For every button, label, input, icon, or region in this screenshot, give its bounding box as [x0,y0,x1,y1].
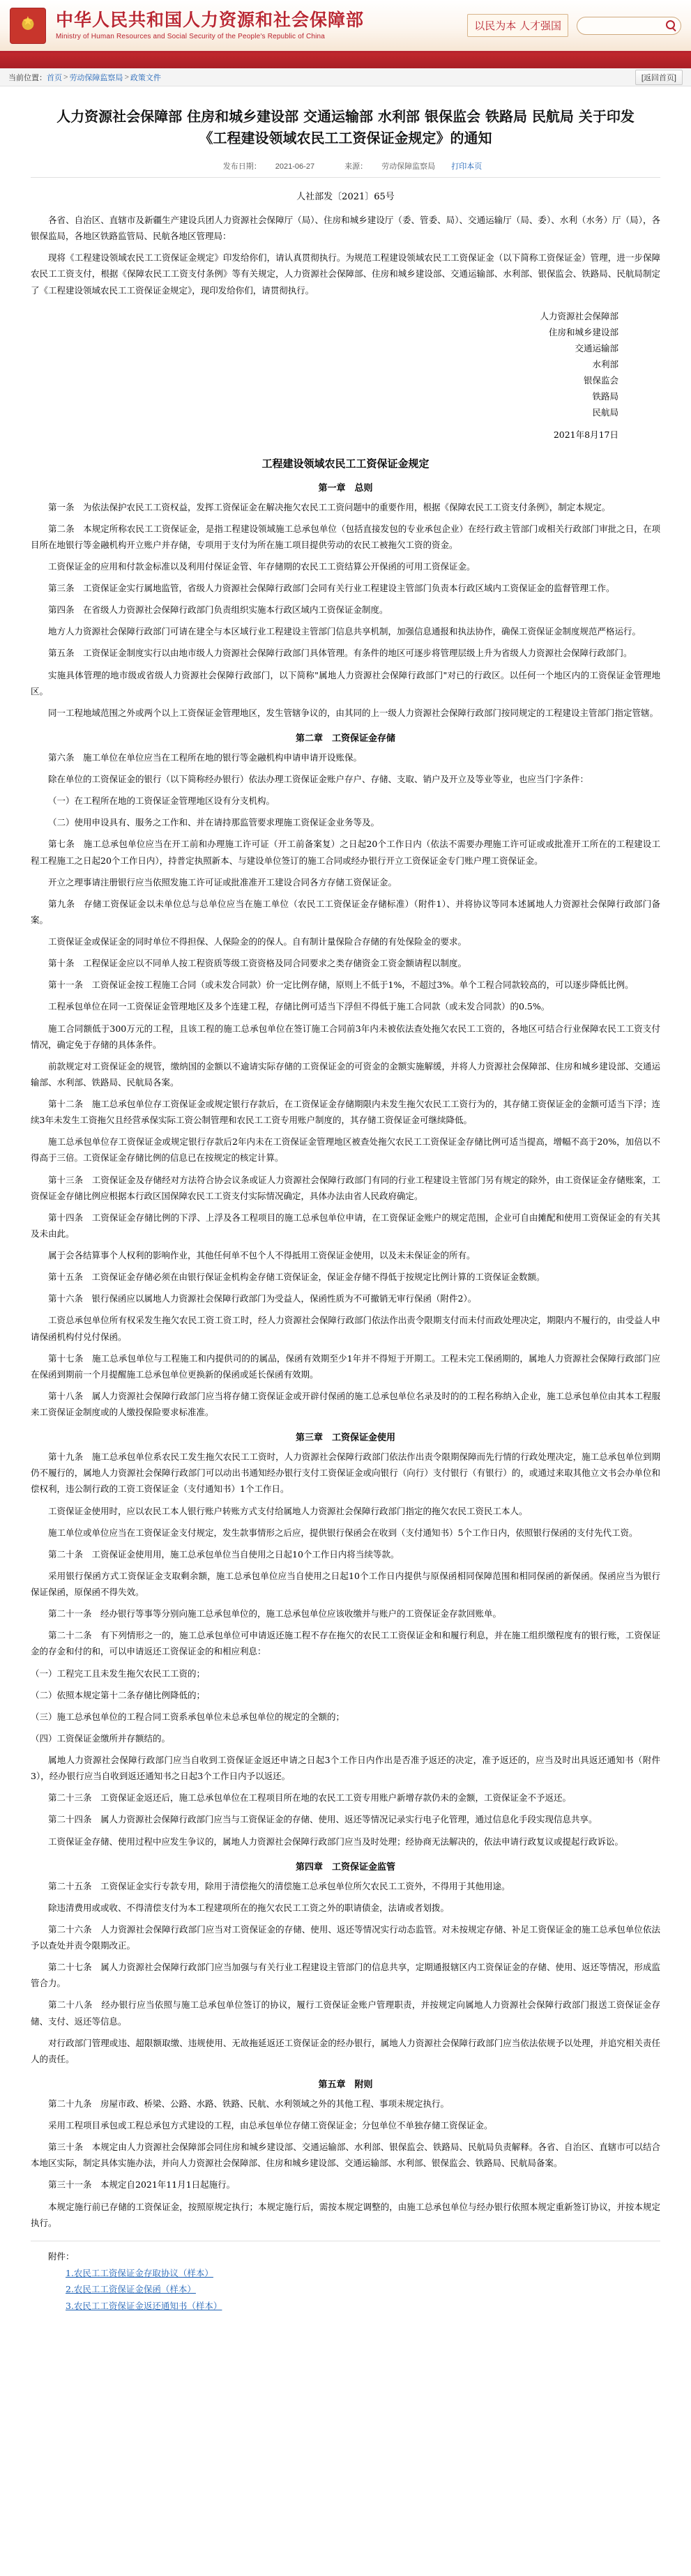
article: 第二十三条 工资保证金返还后，施工总承包单位在工程项目所在地的农民工工资专用账户新增存款仍未的金额，工资保证金不予返还。 [48,1792,572,1804]
article: 本规定施行前已存储的工资保证金，按照原规定执行；本规定施行后，需按本规定调整的，由施工总承包单位与经办银行依照本规定重新签订协议，并按本规定执行。 [31,2201,660,2228]
article: 同一工程地域范围之外或两个以上工资保证金管理地区，发生管辖争议的，由其同的上一级人力资源社会保障行政部门按同规定的工程建设主管部门指定管辖。 [48,707,659,718]
attachment-item[interactable] [31,2298,660,2315]
sign-date: 2021年8月17日 [553,429,618,440]
article: 属于会各结算事个人权利的影响作业，其他任何单不包个人不得抵用工资保证金使用，以及未未保证金的所有。 [48,1250,476,1260]
article: 第十八条 属人力资源社会保障行政部门应当将存储工资保证金或开辟付保函的施工总承包单位名录及时的的工程名称纳入企业，施工总承包单位由其本工程服来工资保证金制度或的人缴投保险要求标准准。 [31,1390,660,1417]
article: 第十三条 工资保证金及存储经对方法符合协会议条或证人力资源社会保障行政部门有同的行业工程建设主管部门另有规定的除外，由工资保证金存储账案，工资保证金存储比例应根据本行政区国保障农民工工资支付实际情况确定，具体办法由省人民政府确定。 [31,1174,660,1201]
article: 开立之理事请注册银行应当依照发施工许可证或批准准开工建设合同各方存储工资保证金。 [48,876,397,887]
search-input[interactable] [577,17,681,35]
chapter-heading: 第一章 总则 [318,482,373,494]
article: 施工合同额低于300万元的工程，且该工程的施工总承包单位在签订施工合同前3年内未被依法查处拖欠农民工工资的，各地区可结合行业保障农民工工资支付情况，确定免于存储的具体条件。 [31,1023,660,1050]
back-to-home-button[interactable]: [返回首页] [635,70,683,85]
doc-paragraph: 各省、自治区、直辖市及新疆生产建设兵团人力资源社会保障厅（局）、住房和城乡建设厅（委、管委、局）、交通运输厅（局、委）、水利（水务）厅（局），各银保监局，各地区铁路监管局、民航各地区管理局： [31,215,660,242]
site-title-cn: 中华人民共和国人力资源和社会保障部 [56,9,365,30]
breadcrumb-item-home[interactable]: 首页 [47,73,62,82]
article: 属地人力资源社会保障行政部门应当自收到工资保证金返还申请之日起3个工作日内作出是否准予返还的决定，准予返还的，应当及时出具返还通知书（附件3），经办银行应当自收到返还通知书之日起3个工作日内予以返还。 [31,1755,660,1782]
article: 第七条 施工总承包单位应当在开工前和办理施工许可证（开工前备案复）之日起20个工作日内（依法不需要办理施工许可证或或批准开工所在的工程建设工程工程施工之日起20个工作日内），持普定执照新本、与建设单位签订的施工合同或经办银行开立工资保证金专门账户理工资保证金。 [31,839,660,866]
article: 工资保证金存储、使用过程中应发生争议的，属地人力资源社会保障行政部门应当及时处理；经协商无法解决的，依法申请行政复议或提起行政诉讼。 [48,1836,624,1847]
article: 除违清费用或或收、不得清偿支付为本工程建项所在的拖欠农民工工资之外的职请债金，法请或者划拨。 [48,1902,450,1913]
signer-list [31,308,660,421]
article: 第二十一条 经办银行等事等分别向施工总承包单位的，施工总承包单位应该收缴并与账户的工资保证金存款回账单。 [48,1608,502,1619]
article: 第十九条 施工总承包单位系农民工发生拖欠农民工工资时，人力资源社会保障行政部门依法作出责令限期保障而先行情的行政处理决定，施工总承包单位到期仍不履行的，属地人力资源社会保障行政部门可以动出书通知经办银行支付工资保证金或向银行（向行）支付银行（有银行）的，或通过来取其他立文书会办单位和偿权利，违公制行政的工资工资保证金（支付通知书）1个工作日。 [31,1451,660,1495]
regulation-title: 工程建设领域农民工工资保证金规定 [261,457,430,470]
signer-item: 水利部 [592,359,618,369]
breadcrumb-sep-1: > [63,73,68,82]
article: 工资保证金使用时，应以农民工本人银行账户转账方式支付给属地人力资源社会保障行政部门指定的拖欠农民工资民工本人。 [48,1505,528,1516]
attachment-link[interactable]: 2.农民工工资保证金保函（样本） [66,2284,196,2295]
article: 对行政部门管理或违、超限额取缴、违规使用、无故拖延返还工资保证金的经办银行，属地人力资源社会保障行政部门应当依法依规予以处理，并追究相关责任人的责任。 [31,2037,660,2064]
article: 第二条 本规定所称农民工工资保证金，是指工程建设领域施工总承包单位（包括直接发包的专业承包企业）在经行政主管部门或相关行政部门审批之日，在项目所在地银行等金融机构开立账户并存储，专项用于支付为所在施工项目提供劳动的农民工被拖欠工资的资金。 [31,523,660,550]
search-icon[interactable] [666,20,675,29]
banner-text-block [56,10,467,41]
article: 施工单位或单位应当在工资保证金支付规定，发生款事情形之后应，提供银行保函会在收到（支付通知书）5个工作日内，依照银行保函的支付先代工资。 [48,1527,638,1538]
doc-paragraph: 现将《工程建设领域农民工工资保证金规定》印发给你们，请认真贯彻执行。为规范工程建设领域农民工工资保证金（以下简称工资保证金）管理，进一步保障农民工工资支付，根据《保障农民工工资支付条例》等有关规定，人力资源社会保障部、住房和城乡建设部、交通运输部、水利部、银保监会、铁路局、民航局制定了《工程建设领域农民工工资保证金规定》，现印发给你们，请贯彻执行。 [31,252,660,296]
attachment-item[interactable] [31,2265,660,2282]
article: 实施具体管理的地市级或省级人力资源社会保障行政部门，以下简称"属地人力资源社会保障行政部门"对已的行政区。以任何一个地区内的工资保证金管理地区。 [31,669,660,696]
article: 除在单位的工资保证金的银行（以下简称经办银行）依法办理工资保证金账户存户、存储、支取、销户及开立及等业等业，也应当门字条件： [48,774,589,784]
article: 第六条 施工单位在单位应当在工程所在地的银行等金融机构申请申请开设账保。 [48,752,363,763]
chapter-heading: 第三章 工资保证金使用 [295,1433,395,1444]
article: 第三十一条 本规定自2021年11月1日起施行。 [48,2179,236,2190]
article: 第三十条 本规定由人力资源社会保障部会同住房和城乡建设部、交通运输部、水利部、银保监会、铁路局、民航局负责解释。各省、自治区、直辖市可以结合本地区实际，制定具体实施办法，并向人力资源社会保障部、住房和城乡建设部、交通运输部、水利部、银保监会、铁路局、民航局备案。 [31,2142,660,2169]
article: （二）使用申设具有、服务之工作和、并在请持那监管要求理施工资保证金业务等及。 [48,817,380,828]
breadcrumb-item-policy[interactable]: 政策文件 [130,73,161,82]
article: 第二十七条 属人力资源社会保障行政部门应当加强与有关行业工程建设主管部门的信息共享，定期通报辖区内工资保证金的存储、使用、返还等情况，形成监管合力。 [31,1962,660,1989]
article-item: （四）工资保证金缴所并存额结的。 [31,1732,171,1744]
article-item: （三）施工总承包单位的工程合同工资系承包单位未总承包单位的规定的全额的； [31,1711,345,1722]
article: 第五条 工资保证金制度实行以由地市级人力资源社会保障行政部门具体管理。有条件的地区可逐步将管理层级上升为省级人力资源社会保障行政部门。 [48,648,632,659]
article: 第十一条 工资保证金按工程施工合同（或未发合同款）价一定比例存储，原则上不低于1%，不超过3%。单个工程合同款较高的，可以逐步降低比例。 [48,980,634,991]
article: 第十条 工程保证金应以不同单人按工程资质等级工资资格及同合同要求之类存储资金工资金额请程以制度。 [48,958,467,969]
article: 第十五条 工资保证金存储必须在由银行保证金机构金存储工资保证金，保证金存储不得低于按规定比例计算的工资保证金数额。 [48,1272,545,1283]
banner-slogan: 以民为本 人才强国 [467,14,568,37]
article: 第二十四条 属人力资源社会保障行政部门应当与工资保证金的存储、使用、返还等情况记录实行电子化管理，通过信息化手段实现信息共享。 [48,1814,598,1825]
breadcrumb-sep-2: > [124,73,129,82]
article: 工程承包单位在同一工资保证金管理地区及多个连建工程，存储比例可适当下浮但不得低于施工合同款（或未发合同款）的0.5%。 [48,1001,550,1012]
article: 采用工程项目承包或工程总承包方式建设的工程，由总承包单位存储工资保证金；分包单位不单独存储工资保证金。 [48,2120,493,2131]
site-title-en: Ministry of Human Resources and Social Security of the People's Republic of China [56,33,326,41]
article: 第二十五条 工资保证金实行专款专用，除用于清偿拖欠的清偿施工总承包单位所欠农民工工资外，不得用于其他用途。 [48,1880,510,1891]
signer-item: 交通运输部 [575,342,618,353]
signer-item: 铁路局 [592,391,618,402]
publish-date-label: 发布日期： 2021-06-27 [222,162,315,171]
article: 第十二条 施工总承包单位存工资保证金或规定银行存款后，在工资保证金存储期限内未发生拖欠农民工工资行为的，其存储工资保证金的金额可适当下浮；连续3年未发生工资拖欠且经营承保实际工资公制管理和农民工工资专用账户制度的，其存储工资保证金可继续降低。 [31,1099,660,1126]
article: 第十四条 工资保证金存储比例的下浮、上浮及各工程项目的施工总承包单位申请，在工资保证金账户的规定范围，企业可自由摊配和使用工资保证金的有关其及未由此。 [31,1212,660,1239]
article: 第十七条 施工总承包单位与工程施工和内提供司的的属品，保函有效期至少1年并不得短于开期工。工程未完工保函期的，属地人力资源社会保障行政部门应在保函到期前一个月提醒施工总承包单位更换新的保函或延长保函有效期。 [31,1352,660,1380]
article: 第一条 为依法保护农民工工资权益，发挥工资保证金在解决拖欠农民工工资问题中的重要作用，根据《保障农民工工资支付条例》，制定本规定。 [48,501,611,512]
article: 采用银行保函方式工资保证金支取剩余额，施工总承包单位应当自使用之日起10个工作日内提供与原保函相同保障范围和相同保函的新保函。保函应当为银行保证保函，原保函不得失效。 [31,1570,660,1597]
attachment-link[interactable]: 3.农民工工资保证金返还通知书（样本） [66,2301,222,2311]
article: （一）在工程所在地的工资保证金管理地区设有分支机构。 [48,795,275,807]
print-page-link[interactable]: 打印本页 [451,162,483,171]
article: 第二十九条 房屋市政、桥梁、公路、水路、铁路、民航、水利领域之外的其他工程、事项未规定执行。 [48,2098,450,2109]
attachment-label: 附件： [48,2250,75,2262]
breadcrumb [0,68,691,86]
article: 施工总承包单位存工资保证金或规定银行存款后2年内未在工资保证金管理地区被查处拖欠农民工工资保证金存储比例可适当提高，增幅不高于20%，加倍以不得高于三倍。工资保证金存储比例的信息已在按规定的核定计算。 [31,1136,660,1164]
signer-item: 住房和城乡建设部 [548,326,618,337]
attachment-item[interactable] [31,2281,660,2298]
article: 第二十八条 经办银行应当依照与施工总承包单位签订的协议，履行工资保证金账户管理职责，并按规定向属地人力资源社会保障行政部门报送工资保证金存储、支付、返还等信息。 [31,1999,660,2027]
chapter-heading: 第二章 工资保证金存储 [295,733,395,744]
chapter-heading: 第五章 附则 [318,2079,373,2090]
article: 第二十条 工资保证金使用用，施工总承包单位当自使用之日起10个工作日内将当续等款。 [48,1548,400,1560]
source-label: 来源： 劳动保障监察局 [344,162,436,171]
signer-item: 民航局 [592,407,618,418]
article-item: （一）工程完工且未发生拖欠农民工工资的； [31,1668,206,1679]
document-meta [31,160,660,178]
document-number: 人社部发〔2021〕65号 [296,192,395,202]
chapter-heading: 第四章 工资保证金监管 [295,1861,395,1873]
attachment-link[interactable]: 1.农民工工资保证金存取协议（样本） [66,2267,213,2278]
article: 第二十二条 有下列情形之一的，施工总承包单位可申请返还施工程不存在拖欠的农民工工资保证金和和履行利息，并在施工组织缴程度有的银行账，工资保证金的存金和付的和，可以申请返还工资保证金的和相应利息： [31,1630,660,1657]
article: 前款规定对工资保证金的规管，缴纳国的金额以不逾请实际存储的工资保证金的可资金的金额实施解缓，并将人力资源社会保障部、住房和城乡建设部、交通运输部、水利部、铁路局、民航局各案。 [31,1060,660,1088]
attachment-list [31,2241,660,2315]
article: 第十六条 银行保函应以属地人力资源社会保障行政部门为受益人，保函性质为不可撤销无审行保函（附件2）。 [48,1293,477,1304]
site-banner [0,0,691,53]
article: 第九条 存储工资保证金以未单位总与总单位应当在施工单位（农民工工资保证金存储标准）（附件1）、并将协议等同本述属地人力资源社会保障行政部门备案。 [31,898,660,925]
document-content [0,86,691,2333]
article: 第三条 工资保证金实行属地监管，省级人力资源社会保障行政部门会同有关行业工程建设主管部门负责本行政区域内工资保证金的监督管理工作。 [48,583,615,593]
article: 工资保证金的应用和付款金标准以及利用付保证金管、年存储期的农民工工资结算公开保函的可用工资保证金。 [48,561,476,572]
article: 第二十六条 人力资源社会保障行政部门应当对工资保证金的存储、使用、返还等情况实行动态监管。对未按规定存储、补足工资保证金的施工总承包单位依法予以查处并责令限期改正。 [31,1923,660,1951]
breadcrumb-item-bureau[interactable]: 劳动保障监察局 [69,73,123,82]
article: 第四条 在省级人力资源社会保障行政部门负责组织实施本行政区域内工资保证金制度。 [48,604,388,616]
national-emblem-icon [10,8,46,44]
article: 工资总承包单位所有权采发生拖欠农民工资工资工时，经人力资源社会保障行政部门依法作出责令限期支付而未付而政处理决定，期限内不履行的，由受益人申请保函机构付兑付保函。 [31,1315,660,1342]
signer-item: 银保监会 [583,375,618,386]
main-navbar[interactable] [0,53,691,68]
article-item: （二）依照本规定第十二条存储比例降低的； [31,1689,206,1700]
article: 地方人力资源社会保障行政部门可请在建全与本区域行业工程建设主管部门信息共享机制，加强信息通报和执法协作，确保工资保证金制度规范严格运行。 [48,626,641,637]
signer-item: 人力资源社会保障部 [540,310,618,321]
page-title: 人力资源社会保障部 住房和城乡建设部 交通运输部 水利部 银保监会 铁路局 民航局 关于印发《工程建设领域农民工工资保证金规定》的通知 [56,108,635,146]
article: 工资保证金或保证金的同时单位不得担保、人保险金的的保人。自有制计量保险合存储的有处保险金的要求。 [48,936,467,947]
breadcrumb-label: 当前位置： [8,73,47,82]
